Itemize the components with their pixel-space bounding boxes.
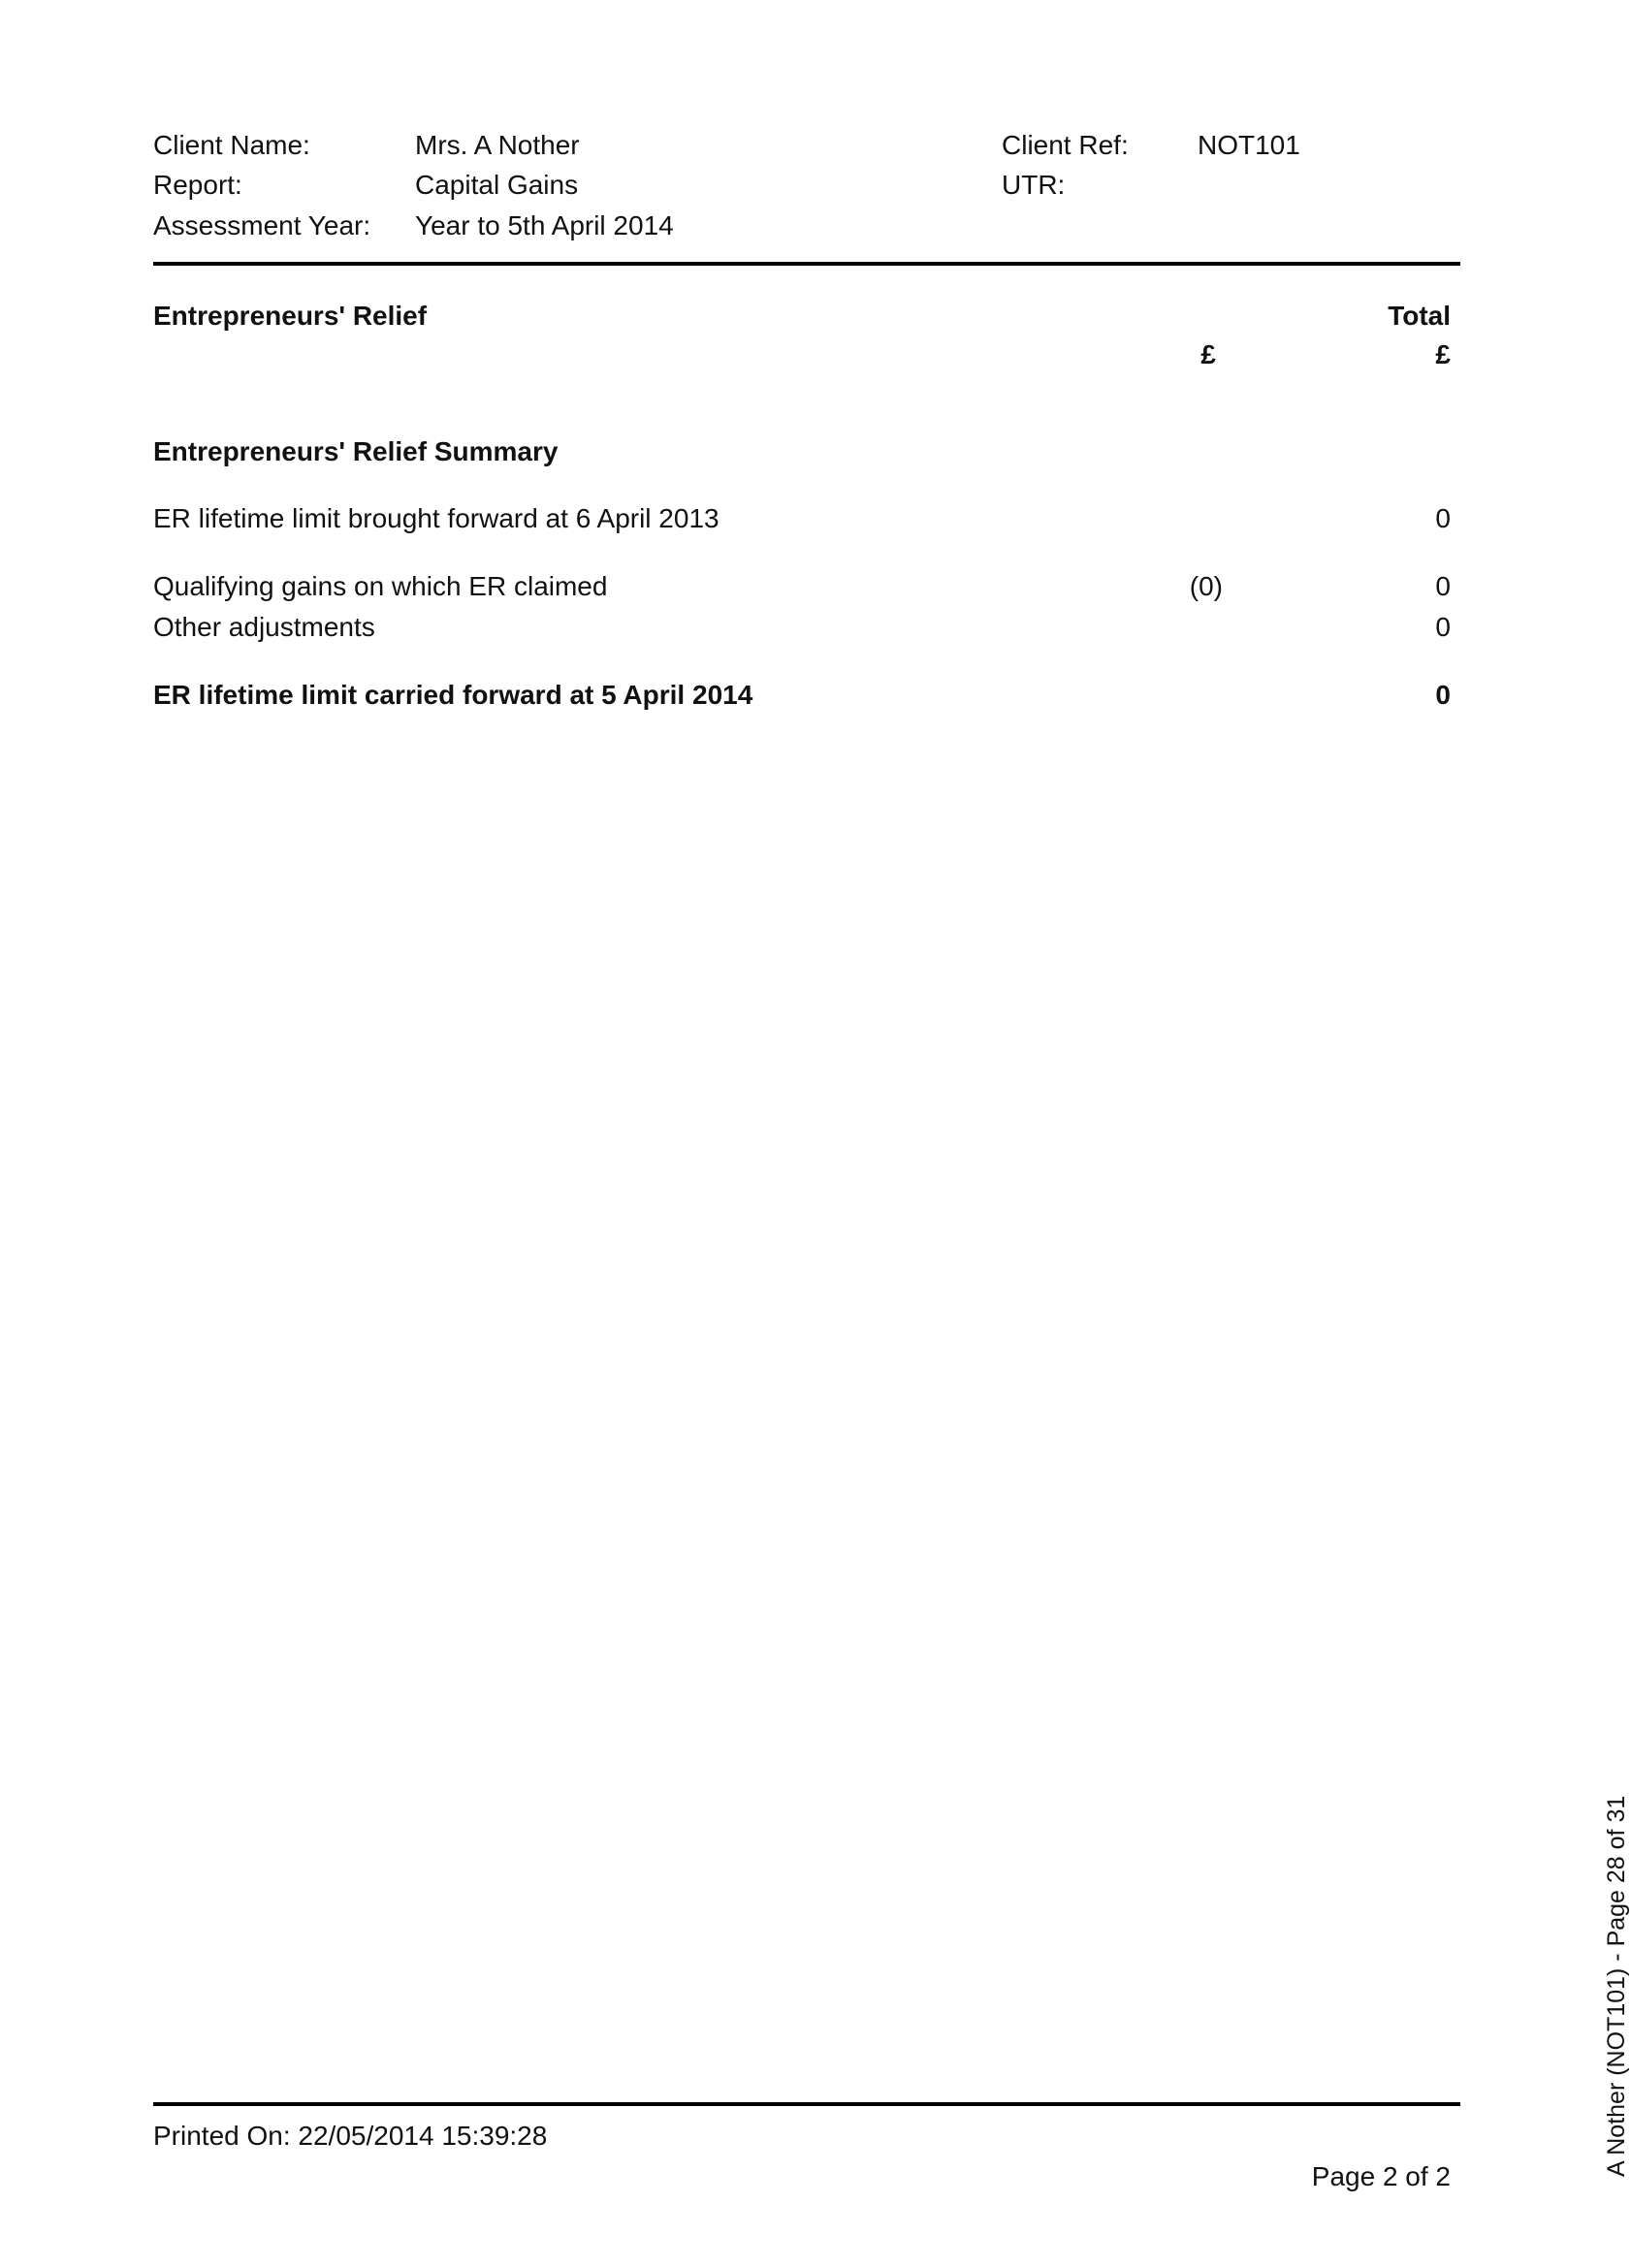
column-currency-symbol: £ (1200, 339, 1216, 369)
carried-forward-total: 0 (1435, 680, 1451, 710)
report-value: Capital Gains (415, 170, 579, 200)
row-label: Other adjustments (153, 612, 375, 642)
assessment-year-value: Year to 5th April 2014 (415, 210, 674, 240)
footer-divider (153, 2102, 1460, 2106)
row-total: 0 (1435, 612, 1451, 642)
page-number: Page 2 of 2 (1311, 2161, 1451, 2191)
client-name-label: Client Name: (153, 130, 310, 160)
summary-title: Entrepreneurs' Relief Summary (153, 436, 559, 466)
report-label: Report: (153, 170, 242, 200)
row-value: (0) (1189, 571, 1223, 601)
row-total: 0 (1435, 503, 1451, 533)
side-page-label: A Nother (NOT101) - Page 28 of 31 (1603, 1795, 1630, 2177)
row-label: Qualifying gains on which ER claimed (153, 571, 608, 601)
row-label: ER lifetime limit brought forward at 6 April 2013 (153, 503, 720, 533)
client-ref-label: Client Ref: (1002, 130, 1129, 160)
utr-label: UTR: (1002, 170, 1066, 200)
header-divider (153, 262, 1460, 266)
section-title: Entrepreneurs' Relief (153, 301, 428, 331)
assessment-year-label: Assessment Year: (153, 210, 371, 240)
client-ref-value: NOT101 (1198, 130, 1300, 160)
row-total: 0 (1435, 571, 1451, 601)
printed-on: Printed On: 22/05/2014 15:39:28 (153, 2121, 548, 2151)
client-name-value: Mrs. A Nother (415, 130, 580, 160)
total-currency-symbol: £ (1435, 339, 1451, 369)
carried-forward-label: ER lifetime limit carried forward at 5 April 2014 (153, 680, 753, 710)
total-column-header: Total (1388, 301, 1451, 331)
